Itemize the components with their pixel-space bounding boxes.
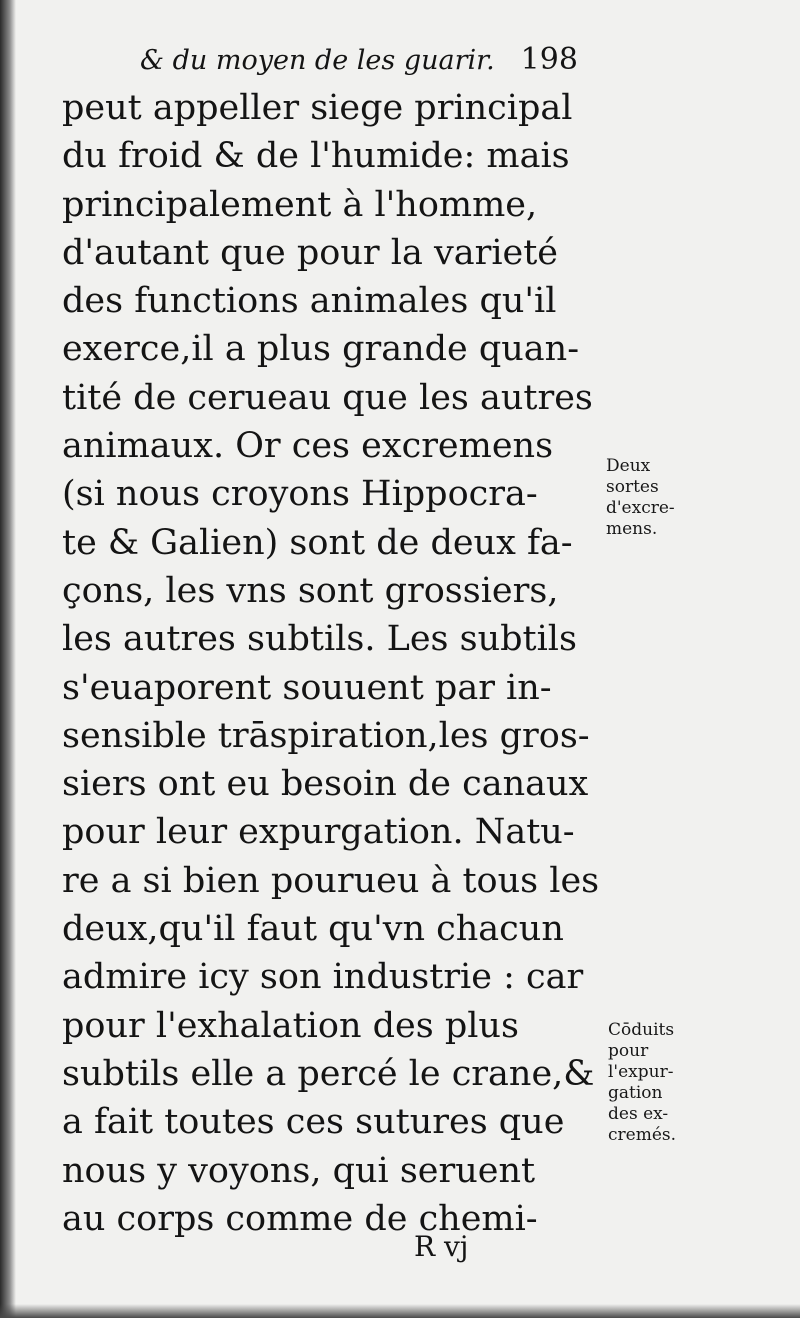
text-line: a fait toutes ces sutures que [62, 1102, 565, 1143]
text-line: animaux. Or ces excremens [62, 426, 554, 467]
marginal-note-line: Deux [606, 456, 651, 476]
marginal-note-conduits [608, 1020, 676, 1146]
text-line: du froid & de l'humide: mais [62, 136, 570, 177]
text-line: des functions animales qu'il [62, 281, 557, 322]
marginal-note-line: mens. [606, 519, 658, 539]
marginal-note-line: sortes [606, 477, 659, 497]
text-line: d'autant que pour la varieté [62, 232, 558, 273]
marginal-note-line: cremés. [608, 1125, 677, 1145]
text-line: te & Galien) sont de deux fa- [62, 522, 573, 563]
marginal-note-excremens [606, 456, 675, 540]
marginal-note-line: l'expur- [608, 1062, 674, 1082]
page-number: 198 [520, 42, 578, 77]
running-header [140, 42, 578, 77]
text-line: çons, les vns sont grossiers, [62, 570, 559, 611]
marginal-note-line: des ex- [608, 1104, 669, 1124]
text-line: au corps comme de chemi- [62, 1198, 538, 1239]
marginal-note-line: pour [608, 1041, 649, 1061]
text-line: siers ont eu besoin de canaux [62, 764, 589, 805]
marginal-note-line: Cōduits [608, 1020, 675, 1040]
text-line: peut appeller siege principal [62, 88, 573, 128]
text-line: sensible trāspiration,les gros- [62, 715, 590, 756]
text-line: deux,qu'il faut qu'vn chacun [62, 909, 564, 950]
text-line: pour leur expurgation. Natu- [62, 812, 575, 853]
text-line: les autres subtils. Les subtils [62, 619, 577, 660]
marginal-note-line: d'excre- [606, 498, 675, 518]
text-line: pour l'exhalation des plus [62, 1005, 519, 1046]
text-line: principalement à l'homme, [62, 184, 538, 225]
signature-mark: R vj [414, 1230, 469, 1263]
text-line: s'euaporent souuent par in- [62, 667, 552, 708]
text-line: (si nous croyons Hippocra- [62, 474, 538, 515]
body-text [62, 84, 599, 1243]
bottom-edge-shadow [0, 1304, 800, 1318]
text-line: tité de cerueau que les autres [62, 377, 593, 418]
text-line: admire icy son industrie : car [62, 957, 584, 998]
marginal-note-line: gation [608, 1083, 663, 1103]
gutter-shadow [0, 0, 16, 1318]
text-line: exerce,il a plus grande quan- [62, 329, 580, 370]
running-title: & du moyen de les guarir. [140, 45, 495, 76]
text-line: subtils elle a percé le crane,& [62, 1053, 595, 1094]
text-line: re a si bien pourueu à tous les [62, 860, 600, 901]
text-line: nous y voyons, qui seruent [62, 1150, 536, 1191]
